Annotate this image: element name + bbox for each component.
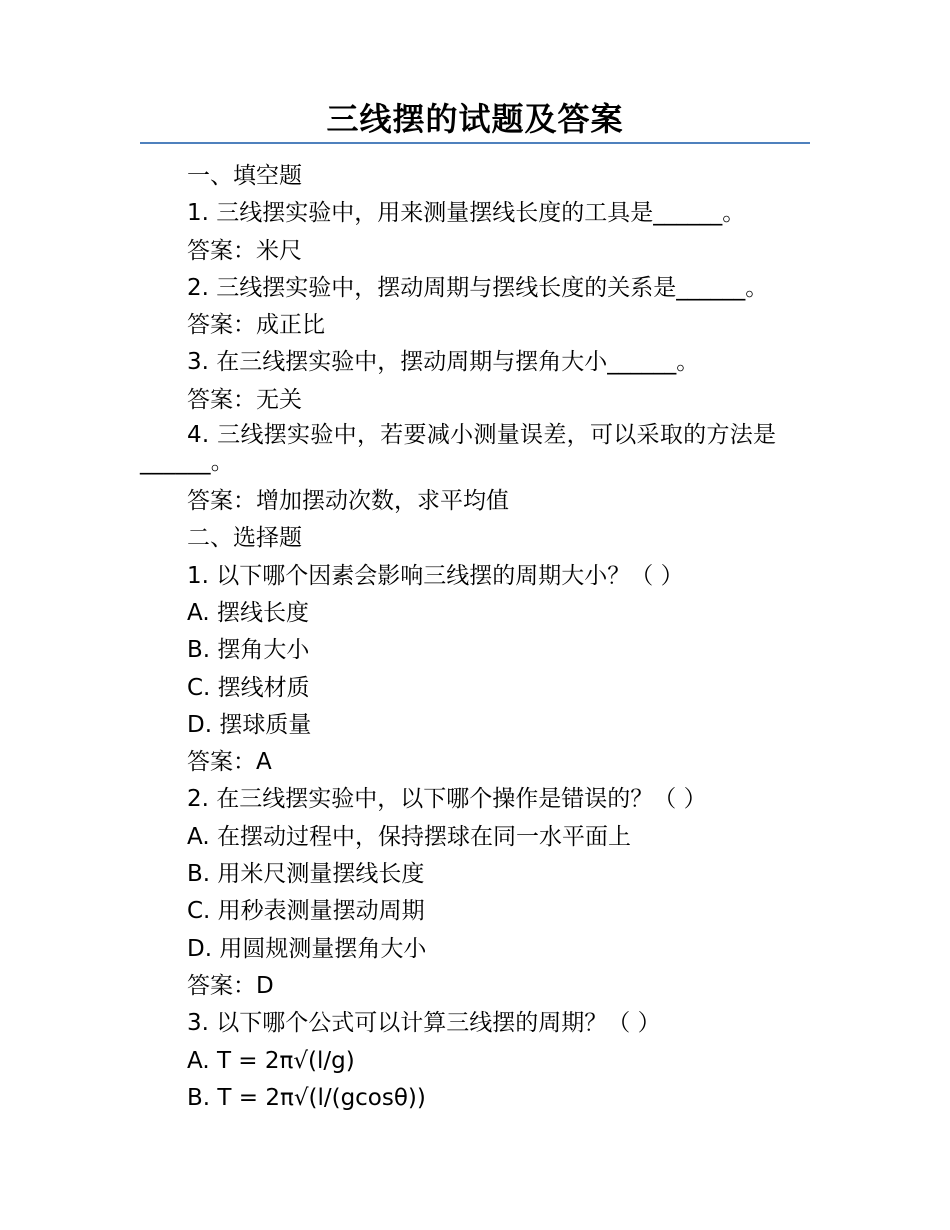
answer-fill-2: 答案：成正比 xyxy=(187,312,325,339)
section-heading-choice: 二、选择题 xyxy=(187,525,302,552)
choice-2-option-b: B. 用米尺测量摆线长度 xyxy=(187,861,425,888)
answer-choice-1: 答案：A xyxy=(187,749,272,776)
question-fill-3: 3. 在三线摆实验中，摆动周期与摆角大小______。 xyxy=(187,349,700,376)
choice-2-option-c: C. 用秒表测量摆动周期 xyxy=(187,898,425,925)
choice-1-option-c: C. 摆线材质 xyxy=(187,674,310,701)
question-choice-2: 2. 在三线摆实验中，以下哪个操作是错误的？（ ） xyxy=(187,786,707,813)
question-choice-1: 1. 以下哪个因素会影响三线摆的周期大小？（ ） xyxy=(187,562,684,589)
answer-choice-2: 答案：D xyxy=(187,972,274,999)
question-fill-2: 2. 三线摆实验中，摆动周期与摆线长度的关系是______。 xyxy=(187,274,769,301)
choice-2-option-a: A. 在摆动过程中，保持摆球在同一水平面上 xyxy=(187,823,631,850)
choice-2-option-d: D. 用圆规测量摆角大小 xyxy=(187,935,427,962)
question-fill-4: 4. 三线摆实验中，若要减小测量误差，可以采取的方法是______。 xyxy=(140,422,777,476)
choice-1-option-a: A. 摆线长度 xyxy=(187,599,309,626)
document-body xyxy=(140,158,810,1117)
section-heading-fill-in: 一、填空题 xyxy=(187,163,302,189)
answer-fill-3: 答案：无关 xyxy=(187,386,302,413)
document-title: 三线摆的试题及答案 xyxy=(140,96,810,144)
choice-1-option-d: D. 摆球质量 xyxy=(187,711,312,738)
answer-fill-1: 答案：米尺 xyxy=(187,237,302,264)
question-choice-3: 3. 以下哪个公式可以计算三线摆的周期？（ ） xyxy=(187,1010,661,1037)
choice-1-option-b: B. 摆角大小 xyxy=(187,637,310,664)
choice-3-option-a: A. T = 2π√(l/g) xyxy=(187,1047,355,1074)
question-fill-1: 1. 三线摆实验中，用来测量摆线长度的工具是______。 xyxy=(187,200,746,227)
answer-fill-4: 答案：增加摆动次数，求平均值 xyxy=(187,488,509,515)
choice-3-option-b: B. T = 2π√(l/(gcosθ)) xyxy=(187,1084,426,1111)
document-content xyxy=(140,96,810,1117)
